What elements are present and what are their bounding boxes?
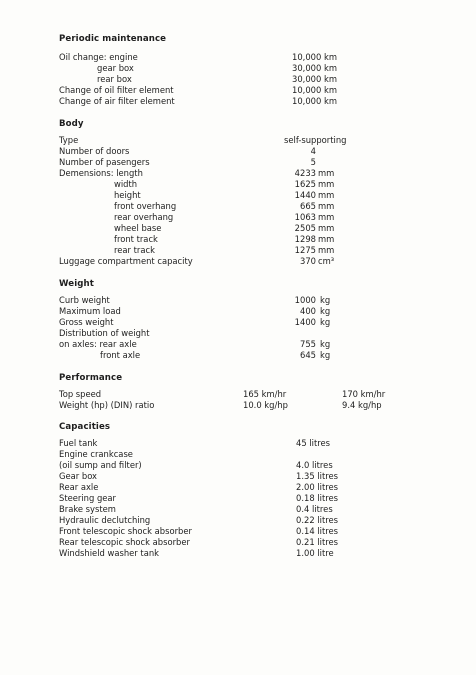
row-label: Rear telescopic shock absorber bbox=[59, 537, 190, 547]
table-row bbox=[0, 157, 476, 168]
table-row bbox=[0, 482, 476, 493]
row-value: 10,000 km bbox=[292, 85, 337, 95]
table-row bbox=[0, 146, 476, 157]
row-label: Change of oil filter element bbox=[59, 85, 174, 95]
row-value: 645 bbox=[300, 350, 316, 360]
row-value: 0.4 litres bbox=[296, 504, 333, 514]
row-value-1: 165 km/hr bbox=[243, 389, 287, 399]
table-row bbox=[0, 317, 476, 328]
row-label: Rear axle bbox=[59, 482, 99, 492]
section-title-maintenance: Periodic maintenance bbox=[59, 34, 167, 44]
row-value: 4233 bbox=[294, 168, 316, 178]
row-value-1: 10.0 kg/hp bbox=[243, 400, 288, 410]
row-unit: kg bbox=[320, 295, 331, 305]
row-value: 10,000 km bbox=[292, 96, 337, 106]
table-row bbox=[0, 493, 476, 504]
row-label: height bbox=[114, 190, 141, 200]
table-row bbox=[0, 168, 476, 179]
table-row bbox=[0, 526, 476, 537]
row-value: 0.18 litres bbox=[296, 493, 339, 503]
row-value: 4.0 litres bbox=[296, 460, 333, 470]
row-value: 665 bbox=[300, 201, 316, 211]
table-row bbox=[0, 52, 476, 63]
row-value: 1625 bbox=[294, 179, 316, 189]
table-row bbox=[0, 328, 476, 339]
table-row bbox=[0, 449, 476, 460]
row-value: 1.35 litres bbox=[296, 471, 339, 481]
row-value: 0.22 litres bbox=[296, 515, 339, 525]
row-label: Curb weight bbox=[59, 295, 110, 305]
row-value: 2.00 litres bbox=[296, 482, 339, 492]
row-label: on axles: rear axle bbox=[59, 339, 137, 349]
row-label: Top speed bbox=[59, 389, 102, 399]
row-value: 30,000 km bbox=[292, 74, 337, 84]
row-unit: cm³ bbox=[318, 256, 335, 266]
row-label: front track bbox=[114, 234, 158, 244]
row-unit: kg bbox=[320, 339, 331, 349]
row-unit: mm bbox=[318, 223, 335, 233]
table-row bbox=[0, 537, 476, 548]
row-label: Distribution of weight bbox=[59, 328, 150, 338]
row-unit: kg bbox=[320, 306, 331, 316]
table-row bbox=[0, 295, 476, 306]
row-label: Gear box bbox=[59, 471, 98, 481]
table-row bbox=[0, 96, 476, 107]
row-label: gear box bbox=[97, 63, 134, 73]
table-row bbox=[0, 179, 476, 190]
row-label: Oil change: engine bbox=[59, 52, 138, 62]
table-row bbox=[0, 234, 476, 245]
table-row bbox=[0, 438, 476, 449]
row-label: Number of pasengers bbox=[59, 157, 150, 167]
row-value: 0.14 litres bbox=[296, 526, 339, 536]
table-row bbox=[0, 135, 476, 146]
row-unit: mm bbox=[318, 212, 335, 222]
row-label: Fuel tank bbox=[59, 438, 98, 448]
row-label: width bbox=[114, 179, 138, 189]
row-label: rear box bbox=[97, 74, 132, 84]
row-value: 1063 bbox=[294, 212, 316, 222]
row-label: Gross weight bbox=[59, 317, 114, 327]
section-title-body: Body bbox=[59, 119, 84, 129]
row-label: Brake system bbox=[59, 504, 116, 514]
row-label: Windshield washer tank bbox=[59, 548, 159, 558]
row-value: 5 bbox=[310, 157, 316, 167]
row-label: front axle bbox=[100, 350, 141, 360]
row-label: rear overhang bbox=[114, 212, 174, 222]
row-value: 755 bbox=[300, 339, 316, 349]
row-value-2: 170 km/hr bbox=[342, 389, 386, 399]
row-label: Maximum load bbox=[59, 306, 121, 316]
row-value: 400 bbox=[300, 306, 316, 316]
table-row bbox=[0, 504, 476, 515]
table-row bbox=[0, 339, 476, 350]
row-value: 10,000 km bbox=[292, 52, 337, 62]
table-row bbox=[0, 548, 476, 559]
row-value: 370 bbox=[300, 256, 316, 266]
row-label: Luggage compartment capacity bbox=[59, 256, 193, 266]
table-row bbox=[0, 460, 476, 471]
row-value-2: 9.4 kg/hp bbox=[342, 400, 382, 410]
row-unit: mm bbox=[318, 190, 335, 200]
table-row bbox=[0, 245, 476, 256]
section-title-weight: Weight bbox=[59, 279, 94, 289]
row-unit: mm bbox=[318, 234, 335, 244]
table-row bbox=[0, 306, 476, 317]
row-value: 30,000 km bbox=[292, 63, 337, 73]
row-label: Hydraulic declutching bbox=[59, 515, 151, 525]
row-label: wheel base bbox=[114, 223, 162, 233]
row-unit: kg bbox=[320, 350, 331, 360]
row-label: (oil sump and filter) bbox=[59, 460, 142, 470]
row-value: 1275 bbox=[294, 245, 316, 255]
row-label: Change of air filter element bbox=[59, 96, 175, 106]
row-value: self-supporting bbox=[284, 135, 347, 145]
table-row bbox=[0, 212, 476, 223]
row-value: 45 litres bbox=[296, 438, 331, 448]
row-label: front overhang bbox=[114, 201, 177, 211]
table-row bbox=[0, 471, 476, 482]
row-label: rear track bbox=[114, 245, 155, 255]
row-unit: mm bbox=[318, 179, 335, 189]
row-value: 1.00 litre bbox=[296, 548, 334, 558]
table-row bbox=[0, 515, 476, 526]
table-row bbox=[0, 63, 476, 74]
table-row bbox=[0, 190, 476, 201]
table-row bbox=[0, 350, 476, 361]
row-unit: mm bbox=[318, 245, 335, 255]
row-label: Weight (hp) (DIN) ratio bbox=[59, 400, 155, 410]
row-unit: kg bbox=[320, 317, 331, 327]
section-title-performance: Performance bbox=[59, 373, 123, 383]
row-label: Demensions: length bbox=[59, 168, 143, 178]
row-value: 4 bbox=[310, 146, 316, 156]
row-value: 1000 bbox=[294, 295, 316, 305]
table-row bbox=[0, 256, 476, 267]
row-value: 1298 bbox=[294, 234, 316, 244]
row-unit: mm bbox=[318, 201, 335, 211]
row-label: Steering gear bbox=[59, 493, 117, 503]
row-value: 0.21 litres bbox=[296, 537, 339, 547]
table-row bbox=[0, 389, 476, 400]
row-value: 2505 bbox=[294, 223, 316, 233]
table-row bbox=[0, 74, 476, 85]
table-row bbox=[0, 400, 476, 411]
row-value: 1400 bbox=[294, 317, 316, 327]
row-label: Engine crankcase bbox=[59, 449, 133, 459]
row-value: 1440 bbox=[294, 190, 316, 200]
row-label: Number of doors bbox=[59, 146, 130, 156]
row-label: Type bbox=[59, 135, 79, 145]
table-row bbox=[0, 201, 476, 212]
row-unit: mm bbox=[318, 168, 335, 178]
row-label: Front telescopic shock absorber bbox=[59, 526, 192, 536]
table-row bbox=[0, 223, 476, 234]
section-title-capacities: Capacities bbox=[59, 422, 111, 432]
table-row bbox=[0, 85, 476, 96]
